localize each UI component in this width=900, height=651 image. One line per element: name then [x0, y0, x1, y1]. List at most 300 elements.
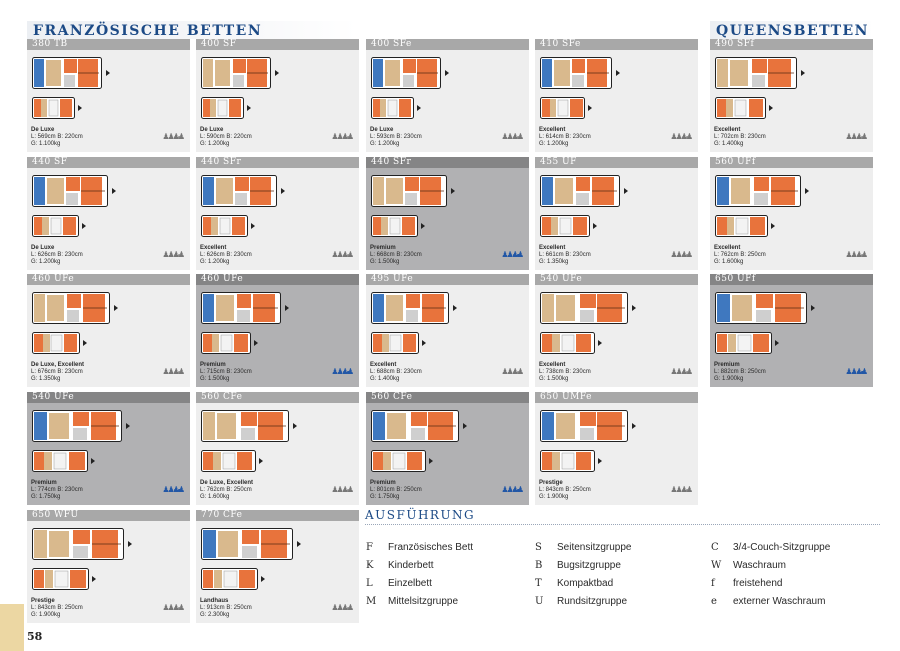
spec-block — [31, 127, 83, 148]
legend-item — [711, 578, 782, 589]
spec-dims: L: 626cm B: 230cm — [31, 252, 83, 258]
model-name: 460 UFe — [27, 274, 190, 285]
spec-dims: L: 688cm B: 230cm — [370, 369, 422, 375]
spec-trim: Excellent — [200, 245, 227, 251]
play-arrow-icon — [422, 340, 426, 346]
legend-label: Waschraum — [733, 560, 786, 571]
legend-code: B — [535, 560, 543, 571]
bed-config-icon — [852, 126, 866, 129]
floorplan-night-view — [715, 215, 768, 237]
legend-item — [535, 596, 627, 607]
spec-trim: De Luxe — [370, 127, 394, 133]
floorplan-card[interactable] — [27, 274, 190, 387]
spec-dims: L: 913cm B: 250cm — [200, 605, 252, 611]
floorplan-card[interactable] — [196, 510, 359, 623]
berth-icons — [331, 361, 352, 379]
legend-label: Mittelsitzgruppe — [388, 596, 459, 607]
bed-config-icon — [338, 597, 352, 600]
page-number: 58 — [27, 630, 43, 643]
spec-weight: G: 1.350kg — [31, 376, 61, 382]
berth-icons — [845, 361, 866, 379]
legend-code: f — [711, 578, 715, 589]
play-arrow-icon — [128, 541, 132, 547]
spec-block — [370, 480, 422, 501]
persons-icon: ♟♟♟♟ — [501, 132, 522, 141]
floorplan-top-view — [540, 175, 620, 207]
legend-item — [366, 578, 432, 589]
model-name: 400 SFe — [366, 39, 529, 50]
persons-icon: ♟♟♟♟ — [501, 367, 522, 376]
legend-item — [366, 542, 473, 553]
berth-icons — [670, 244, 691, 262]
spec-dims: L: 702cm B: 230cm — [714, 134, 766, 140]
spec-block — [539, 127, 591, 148]
model-name: 400 SF — [196, 39, 359, 50]
play-arrow-icon — [78, 105, 82, 111]
spec-weight: G: 1.200kg — [539, 141, 569, 147]
persons-icon: ♟♟♟♟ — [162, 132, 183, 141]
play-arrow-icon — [805, 188, 809, 194]
floorplan-top-view — [371, 410, 459, 442]
play-arrow-icon — [297, 541, 301, 547]
bed-config-icon — [677, 244, 691, 247]
floorplan-card[interactable] — [27, 510, 190, 623]
berth-icons — [331, 244, 352, 262]
persons-icon: ♟♟♟♟ — [162, 603, 183, 612]
model-name: 560 UFf — [710, 157, 873, 168]
floorplan-card[interactable] — [535, 392, 698, 505]
model-name: 560 CFe — [196, 392, 359, 403]
model-name: 650 WFU — [27, 510, 190, 521]
berth-icons — [331, 126, 352, 144]
floorplan-night-view — [540, 332, 595, 354]
model-name: 540 UFe — [27, 392, 190, 403]
floorplan-card[interactable] — [535, 274, 698, 387]
legend-label: 3/4-Couch-Sitzgruppe — [733, 542, 831, 553]
floorplan-night-view — [371, 215, 418, 237]
floorplan-top-view — [201, 57, 271, 89]
floorplan-top-view — [32, 175, 108, 207]
spec-block — [31, 480, 83, 501]
spec-block — [539, 362, 591, 383]
play-arrow-icon — [453, 305, 457, 311]
bed-config-icon — [338, 479, 352, 482]
berth-icons — [501, 361, 522, 379]
legend-item — [711, 560, 786, 571]
floorplan-card[interactable] — [535, 39, 698, 152]
play-arrow-icon — [91, 458, 95, 464]
spec-dims: L: 569cm B: 220cm — [31, 134, 83, 140]
floorplan-top-view — [715, 57, 797, 89]
model-name: 650 UFf — [710, 274, 873, 285]
legend-label: Bugsitzgruppe — [557, 560, 621, 571]
spec-weight: G: 1.900kg — [31, 612, 61, 618]
play-arrow-icon — [259, 458, 263, 464]
play-arrow-icon — [126, 423, 130, 429]
spec-block — [200, 127, 252, 148]
spec-trim: Prestige — [31, 598, 55, 604]
spec-trim: Premium — [370, 480, 396, 486]
floorplan-top-view — [371, 175, 447, 207]
spec-block — [714, 127, 766, 148]
floorplan-night-view — [32, 332, 80, 354]
floorplan-night-view — [371, 97, 414, 119]
legend-label: externer Waschraum — [733, 596, 826, 607]
floorplan-card[interactable] — [27, 39, 190, 152]
bed-config-icon — [852, 361, 866, 364]
berth-icons — [670, 479, 691, 497]
spec-weight: G: 1.400kg — [714, 141, 744, 147]
floorplan-top-view — [715, 175, 801, 207]
play-arrow-icon — [114, 305, 118, 311]
spec-weight: G: 1.350kg — [539, 259, 569, 265]
bed-config-icon — [169, 479, 183, 482]
floorplan-top-view — [32, 292, 110, 324]
floorplan-night-view — [32, 215, 79, 237]
floorplan-card[interactable] — [196, 392, 359, 505]
bed-config-icon — [677, 479, 691, 482]
spec-dims: L: 762cm B: 250cm — [200, 487, 252, 493]
spec-trim: Prestige — [539, 480, 563, 486]
legend-label: Französisches Bett — [388, 542, 474, 553]
floorplan-card[interactable] — [366, 157, 529, 270]
spec-trim: Premium — [200, 362, 226, 368]
berth-icons — [501, 479, 522, 497]
spec-trim: De Luxe — [200, 127, 224, 133]
spec-block — [200, 480, 253, 501]
berth-icons — [501, 126, 522, 144]
berth-icons — [845, 244, 866, 262]
floorplan-night-view — [32, 568, 89, 590]
spec-dims: L: 676cm B: 230cm — [31, 369, 83, 375]
play-arrow-icon — [293, 423, 297, 429]
spec-trim: Excellent — [539, 245, 566, 251]
floorplan-top-view — [540, 57, 612, 89]
persons-icon: ♟♟♟♟ — [162, 250, 183, 259]
legend-code: C — [711, 542, 719, 553]
persons-icon: ♟♟♟♟ — [162, 367, 183, 376]
bed-config-icon — [169, 597, 183, 600]
persons-icon: ♟♟♟♟ — [670, 132, 691, 141]
play-arrow-icon — [247, 105, 251, 111]
berth-icons — [162, 597, 183, 615]
play-arrow-icon — [445, 70, 449, 76]
play-arrow-icon — [281, 188, 285, 194]
legend-item — [535, 542, 632, 553]
play-arrow-icon — [82, 223, 86, 229]
spec-block — [200, 362, 252, 383]
floorplan-night-view — [201, 332, 251, 354]
play-arrow-icon — [771, 223, 775, 229]
play-arrow-icon — [285, 305, 289, 311]
berth-icons — [331, 597, 352, 615]
spec-weight: G: 1.750kg — [370, 494, 400, 500]
dotted-divider — [365, 524, 880, 525]
floorplan-card[interactable] — [366, 274, 529, 387]
bed-config-icon — [508, 361, 522, 364]
legend-code: S — [535, 542, 542, 553]
floorplan-night-view — [715, 332, 772, 354]
floorplan-top-view — [540, 292, 628, 324]
spec-dims: L: 762cm B: 250cm — [714, 252, 766, 258]
floorplan-top-view — [32, 57, 102, 89]
floorplan-top-view — [371, 57, 441, 89]
floorplan-card[interactable] — [27, 157, 190, 270]
play-arrow-icon — [588, 105, 592, 111]
play-arrow-icon — [624, 188, 628, 194]
spec-block — [31, 245, 83, 266]
persons-icon: ♟♟♟♟ — [845, 367, 866, 376]
bed-config-icon — [338, 126, 352, 129]
model-name: 455 UF — [535, 157, 698, 168]
spec-trim: De Luxe, Excellent — [31, 362, 85, 368]
heading-french-beds: FRANZÖSISCHE BETTEN — [27, 21, 357, 39]
spec-weight: G: 1.200kg — [31, 259, 61, 265]
floorplan-top-view — [371, 292, 449, 324]
model-name: 650 UMFe — [535, 392, 698, 403]
berth-icons — [162, 244, 183, 262]
floorplan-night-view — [32, 97, 75, 119]
bed-config-icon — [852, 244, 866, 247]
floorplan-card[interactable] — [196, 157, 359, 270]
spec-dims: L: 801cm B: 250cm — [370, 487, 422, 493]
floorplan-card[interactable] — [196, 39, 359, 152]
play-arrow-icon — [769, 105, 773, 111]
spec-dims: L: 882cm B: 250cm — [714, 369, 766, 375]
spec-trim: Excellent — [539, 362, 566, 368]
model-name: 560 CFe — [366, 392, 529, 403]
floorplan-card[interactable] — [535, 157, 698, 270]
legend-item — [366, 560, 434, 571]
bed-config-icon — [169, 126, 183, 129]
spec-weight: G: 1.900kg — [539, 494, 569, 500]
legend-item — [366, 596, 458, 607]
legend-label: Seitensitzgruppe — [557, 542, 632, 553]
play-arrow-icon — [254, 340, 258, 346]
play-arrow-icon — [616, 70, 620, 76]
spec-block — [714, 362, 766, 383]
spec-block — [370, 362, 422, 383]
legend-item — [711, 596, 825, 607]
persons-icon: ♟♟♟♟ — [670, 367, 691, 376]
legend-label: Rundsitzgruppe — [557, 596, 628, 607]
spec-block — [539, 245, 591, 266]
persons-icon: ♟♟♟♟ — [501, 250, 522, 259]
play-arrow-icon — [811, 305, 815, 311]
page-tab — [0, 604, 24, 651]
floorplan-night-view — [371, 332, 419, 354]
spec-trim: Premium — [714, 362, 740, 368]
heading-queen-beds: QUEENSBETTEN — [710, 21, 874, 39]
spec-block — [539, 480, 591, 501]
legend-code: F — [366, 542, 373, 553]
spec-block — [370, 245, 422, 266]
spec-trim: Excellent — [714, 245, 741, 251]
spec-dims: L: 843cm B: 250cm — [31, 605, 83, 611]
play-arrow-icon — [251, 223, 255, 229]
spec-dims: L: 590cm B: 220cm — [200, 134, 252, 140]
bed-config-icon — [508, 479, 522, 482]
floorplan-night-view — [540, 215, 590, 237]
legend-item — [535, 560, 621, 571]
floorplan-card[interactable] — [196, 274, 359, 387]
spec-trim: Premium — [370, 245, 396, 251]
persons-icon: ♟♟♟♟ — [670, 250, 691, 259]
floorplan-top-view — [715, 292, 807, 324]
bed-config-icon — [508, 126, 522, 129]
spec-block — [370, 127, 422, 148]
floorplan-night-view — [540, 97, 585, 119]
spec-weight: G: 1.600kg — [714, 259, 744, 265]
floorplan-card[interactable] — [27, 392, 190, 505]
model-name: 495 UFe — [366, 274, 529, 285]
floorplan-night-view — [371, 450, 426, 472]
floorplan-top-view — [540, 410, 628, 442]
berth-icons — [162, 126, 183, 144]
spec-weight: G: 1.750kg — [31, 494, 61, 500]
spec-weight: G: 1.500kg — [370, 259, 400, 265]
spec-weight: G: 1.900kg — [714, 376, 744, 382]
spec-dims: L: 843cm B: 250cm — [539, 487, 591, 493]
spec-trim: De Luxe — [31, 127, 55, 133]
floorplan-night-view — [201, 568, 258, 590]
bed-config-icon — [338, 361, 352, 364]
spec-dims: L: 626cm B: 230cm — [200, 252, 252, 258]
spec-block — [31, 362, 84, 383]
spec-weight: G: 1.500kg — [200, 376, 230, 382]
legend-code: T — [535, 578, 542, 589]
play-arrow-icon — [463, 423, 467, 429]
floorplan-top-view — [32, 528, 124, 560]
play-arrow-icon — [598, 340, 602, 346]
model-name: 770 CFe — [196, 510, 359, 521]
floorplan-night-view — [201, 450, 256, 472]
floorplan-top-view — [201, 175, 277, 207]
floorplan-card[interactable] — [710, 39, 873, 152]
spec-trim: De Luxe, Excellent — [200, 480, 254, 486]
bed-config-icon — [677, 361, 691, 364]
spec-dims: L: 668cm B: 230cm — [370, 252, 422, 258]
persons-icon: ♟♟♟♟ — [501, 485, 522, 494]
model-name: 440 SFr — [366, 157, 529, 168]
model-name: 440 SF — [27, 157, 190, 168]
play-arrow-icon — [598, 458, 602, 464]
spec-weight: G: 2.300kg — [200, 612, 230, 618]
legend-code: W — [711, 560, 722, 571]
floorplan-card[interactable] — [366, 392, 529, 505]
legend-code: K — [366, 560, 374, 571]
persons-icon: ♟♟♟♟ — [670, 485, 691, 494]
spec-trim: Landhaus — [200, 598, 229, 604]
floorplan-card[interactable] — [710, 157, 873, 270]
persons-icon: ♟♟♟♟ — [845, 250, 866, 259]
play-arrow-icon — [106, 70, 110, 76]
floorplan-top-view — [201, 410, 289, 442]
model-name: 440 SFr — [196, 157, 359, 168]
spec-weight: G: 1.200kg — [200, 141, 230, 147]
play-arrow-icon — [421, 223, 425, 229]
spec-trim: Excellent — [539, 127, 566, 133]
play-arrow-icon — [92, 576, 96, 582]
berth-icons — [670, 361, 691, 379]
legend-label: Einzelbett — [388, 578, 432, 589]
spec-block — [200, 598, 252, 619]
play-arrow-icon — [417, 105, 421, 111]
floorplan-card[interactable] — [366, 39, 529, 152]
play-arrow-icon — [429, 458, 433, 464]
play-arrow-icon — [632, 305, 636, 311]
play-arrow-icon — [775, 340, 779, 346]
spec-weight: G: 1.600kg — [200, 494, 230, 500]
persons-icon: ♟♟♟♟ — [845, 132, 866, 141]
legend-label: Kompaktbad — [557, 578, 614, 589]
bed-config-icon — [338, 244, 352, 247]
floorplan-top-view — [201, 528, 293, 560]
spec-weight: G: 1.400kg — [370, 376, 400, 382]
play-arrow-icon — [632, 423, 636, 429]
berth-icons — [331, 479, 352, 497]
floorplan-card[interactable] — [710, 274, 873, 387]
play-arrow-icon — [451, 188, 455, 194]
spec-dims: L: 715cm B: 230cm — [200, 369, 252, 375]
play-arrow-icon — [801, 70, 805, 76]
persons-icon: ♟♟♟♟ — [331, 603, 352, 612]
bed-config-icon — [169, 361, 183, 364]
spec-dims: L: 738cm B: 230cm — [539, 369, 591, 375]
berth-icons — [501, 244, 522, 262]
model-name: 410 SFe — [535, 39, 698, 50]
spec-trim: Excellent — [714, 127, 741, 133]
heading-equipment: AUSFÜHRUNG — [365, 508, 476, 522]
bed-config-icon — [169, 244, 183, 247]
floorplan-night-view — [201, 215, 248, 237]
legend-code: e — [711, 596, 717, 607]
legend-code: U — [535, 596, 544, 607]
spec-block — [714, 245, 766, 266]
spec-block — [200, 245, 252, 266]
berth-icons — [162, 361, 183, 379]
spec-trim: De Luxe — [31, 245, 55, 251]
legend-item — [535, 578, 613, 589]
floorplan-top-view — [32, 410, 122, 442]
berth-icons — [162, 479, 183, 497]
spec-weight: G: 1.200kg — [370, 141, 400, 147]
spec-dims: L: 661cm B: 230cm — [539, 252, 591, 258]
legend-code: M — [366, 596, 377, 607]
spec-trim: Premium — [31, 480, 57, 486]
persons-icon: ♟♟♟♟ — [331, 132, 352, 141]
legend-code: L — [366, 578, 373, 589]
model-name: 540 UFe — [535, 274, 698, 285]
persons-icon: ♟♟♟♟ — [331, 485, 352, 494]
spec-weight: G: 1.100kg — [31, 141, 61, 147]
spec-block — [31, 598, 83, 619]
floorplan-night-view — [540, 450, 595, 472]
persons-icon: ♟♟♟♟ — [162, 485, 183, 494]
floorplan-night-view — [201, 97, 244, 119]
bed-config-icon — [508, 244, 522, 247]
spec-dims: L: 593cm B: 230cm — [370, 134, 422, 140]
spec-weight: G: 1.500kg — [539, 376, 569, 382]
bed-config-icon — [677, 126, 691, 129]
spec-dims: L: 774cm B: 230cm — [31, 487, 83, 493]
play-arrow-icon — [261, 576, 265, 582]
model-name: 460 UFe — [196, 274, 359, 285]
floorplan-top-view — [201, 292, 281, 324]
floorplan-night-view — [715, 97, 766, 119]
legend-label: freistehend — [733, 578, 783, 589]
berth-icons — [845, 126, 866, 144]
